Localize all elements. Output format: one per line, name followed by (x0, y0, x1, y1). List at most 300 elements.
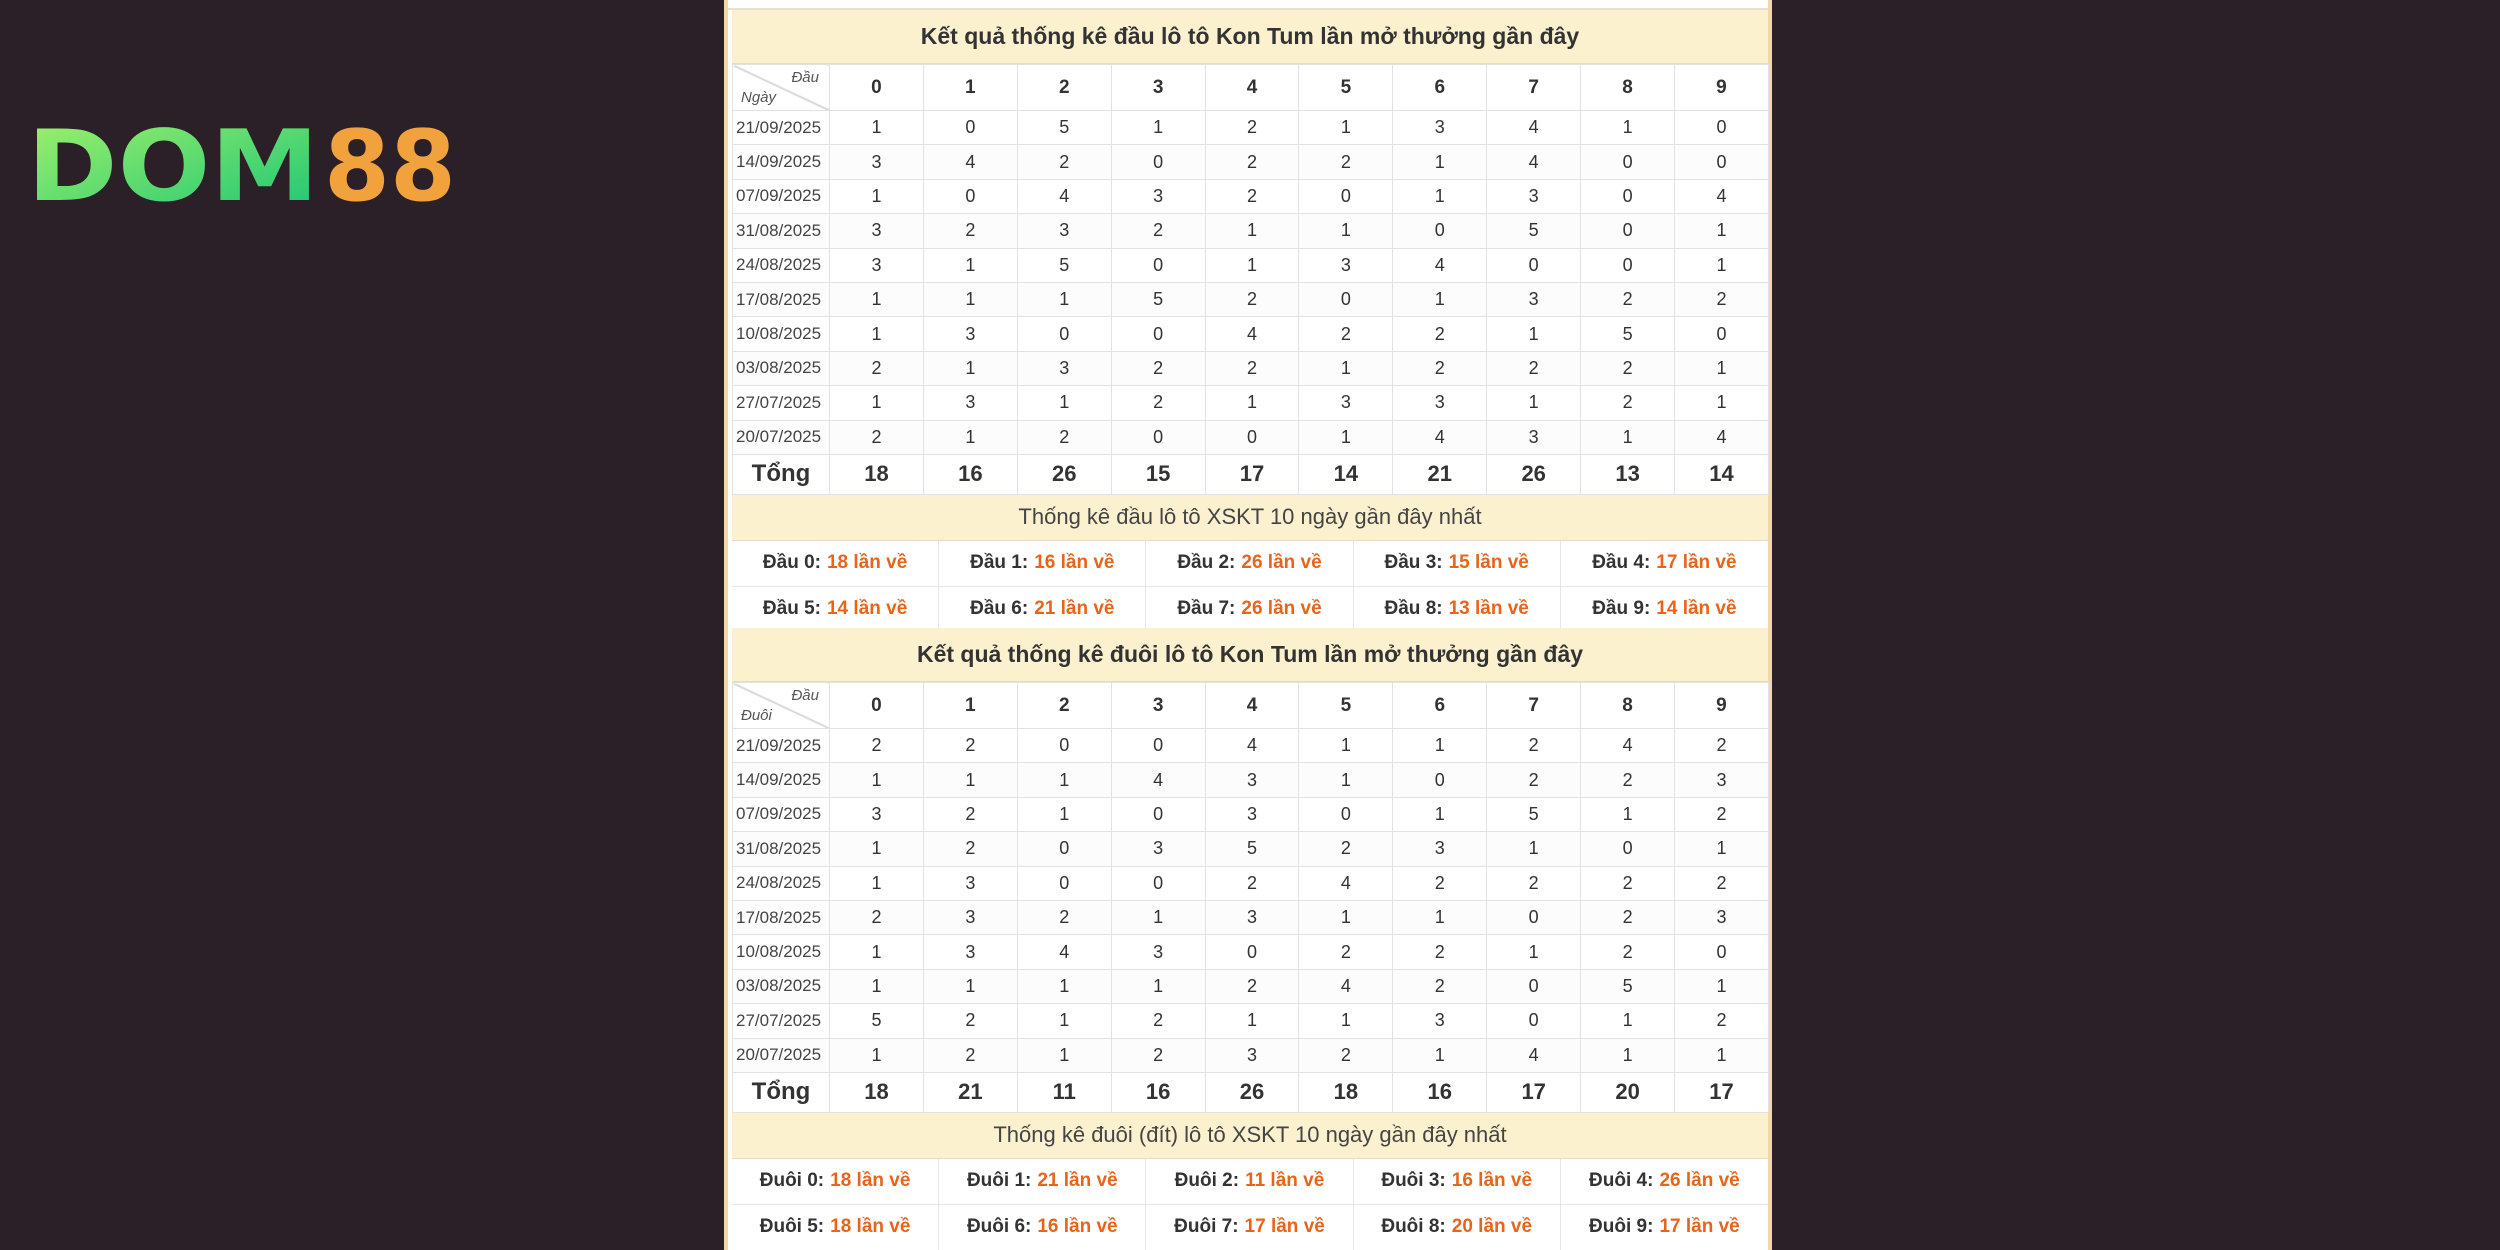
dau-total-cell: 13 (1581, 454, 1675, 494)
dau-column-header: 8 (1581, 65, 1675, 111)
dau-total-label: Tổng (733, 454, 830, 494)
duoi-summary-label: Đuôi 0: (759, 1170, 825, 1192)
duoi-value-cell: 2 (1581, 763, 1675, 797)
dau-value-cell: 0 (1111, 420, 1205, 454)
duoi-value-cell: 5 (1581, 969, 1675, 1003)
duoi-summary-count: 17 lần về (1244, 1216, 1325, 1238)
duoi-table-row (733, 900, 1769, 934)
dau-statistics-block (732, 10, 1768, 633)
duoi-summary-count: 20 lần về (1451, 1216, 1533, 1238)
duoi-column-header: 5 (1299, 683, 1393, 729)
duoi-summary-item (939, 1205, 1146, 1250)
dau-value-cell: 4 (1393, 420, 1487, 454)
dau-summary-label: Đầu 7: (1177, 598, 1236, 620)
duoi-value-cell: 0 (1581, 832, 1675, 866)
duoi-value-cell: 1 (1017, 969, 1111, 1003)
dau-summary-item (1561, 587, 1768, 633)
duoi-value-cell: 2 (1393, 935, 1487, 969)
dau-summary-count: 26 lần về (1241, 552, 1322, 574)
dau-value-cell: 1 (1017, 282, 1111, 316)
dau-total-cell: 14 (1675, 454, 1769, 494)
duoi-value-cell: 2 (830, 900, 924, 934)
dau-date-cell: 07/09/2025 (733, 179, 830, 213)
dau-value-cell: 2 (1111, 351, 1205, 385)
duoi-total-label: Tổng (733, 1072, 830, 1112)
duoi-total-cell: 20 (1581, 1072, 1675, 1112)
dau-value-cell: 3 (1299, 248, 1393, 282)
dau-summary-label: Đầu 3: (1384, 552, 1443, 574)
dau-value-cell: 1 (1205, 214, 1299, 248)
duoi-value-cell: 2 (1111, 1004, 1205, 1038)
dau-summary-item (732, 587, 939, 633)
duoi-table (732, 682, 1769, 1113)
dau-table-title: Kết quả thống kê đầu lô tô Kon Tum lần mở thưởng gần đây (732, 10, 1768, 64)
duoi-summary-item (1354, 1159, 1561, 1205)
dau-value-cell: 3 (923, 317, 1017, 351)
duoi-value-cell: 5 (1205, 832, 1299, 866)
dau-value-cell: 1 (1581, 111, 1675, 145)
dau-value-cell: 2 (1111, 214, 1205, 248)
dau-table-row (733, 214, 1769, 248)
duoi-value-cell: 5 (830, 1004, 924, 1038)
dau-summary-item (1561, 541, 1768, 587)
duoi-table-row (733, 1038, 1769, 1072)
duoi-value-cell: 3 (923, 935, 1017, 969)
duoi-value-cell: 2 (923, 729, 1017, 763)
duoi-summary-label: Đuôi 2: (1174, 1170, 1240, 1192)
panel-top-strip (728, 0, 1768, 10)
duoi-value-cell: 3 (1205, 1038, 1299, 1072)
duoi-value-cell: 5 (1487, 797, 1581, 831)
dau-value-cell: 1 (1487, 317, 1581, 351)
dau-date-cell: 03/08/2025 (733, 351, 830, 385)
duoi-value-cell: 2 (923, 832, 1017, 866)
dau-value-cell: 2 (1299, 317, 1393, 351)
duoi-value-cell: 1 (923, 763, 1017, 797)
duoi-value-cell: 0 (1487, 1004, 1581, 1038)
dau-value-cell: 3 (830, 145, 924, 179)
dau-summary-grid (732, 541, 1768, 633)
dau-total-row (733, 454, 1769, 494)
duoi-summary-label: Đuôi 5: (759, 1216, 825, 1238)
dau-value-cell: 4 (1487, 111, 1581, 145)
dau-value-cell: 2 (1581, 282, 1675, 316)
dau-corner-cell (733, 65, 830, 111)
dau-column-header: 2 (1017, 65, 1111, 111)
duoi-summary-item (939, 1159, 1146, 1205)
dau-table (732, 64, 1769, 495)
duoi-value-cell: 1 (830, 969, 924, 1003)
duoi-summary-grid (732, 1159, 1768, 1250)
duoi-column-header: 3 (1111, 683, 1205, 729)
dau-value-cell: 3 (1017, 351, 1111, 385)
duoi-value-cell: 3 (1675, 900, 1769, 934)
dau-table-row (733, 248, 1769, 282)
dau-body (733, 111, 1769, 455)
duoi-value-cell: 1 (1299, 900, 1393, 934)
dau-value-cell: 3 (923, 386, 1017, 420)
duoi-value-cell: 4 (1299, 866, 1393, 900)
dau-value-cell: 5 (1111, 282, 1205, 316)
duoi-value-cell: 2 (1675, 866, 1769, 900)
duoi-value-cell: 3 (1393, 1004, 1487, 1038)
dau-date-cell: 17/08/2025 (733, 282, 830, 316)
dau-value-cell: 4 (923, 145, 1017, 179)
dau-value-cell: 1 (1393, 179, 1487, 213)
duoi-value-cell: 0 (1017, 729, 1111, 763)
duoi-table-row (733, 935, 1769, 969)
dau-value-cell: 3 (1111, 179, 1205, 213)
dau-value-cell: 0 (923, 179, 1017, 213)
duoi-table-row (733, 832, 1769, 866)
duoi-summary-label: Đuôi 7: (1174, 1216, 1239, 1238)
dau-column-header: 0 (830, 65, 924, 111)
duoi-summary-item (1354, 1205, 1561, 1250)
dau-value-cell: 4 (1393, 248, 1487, 282)
duoi-value-cell: 2 (1299, 935, 1393, 969)
duoi-summary-label: Đuôi 1: (966, 1170, 1032, 1192)
duoi-value-cell: 1 (830, 1038, 924, 1072)
dau-value-cell: 4 (1205, 317, 1299, 351)
duoi-value-cell: 2 (1393, 866, 1487, 900)
dau-value-cell: 3 (1299, 386, 1393, 420)
duoi-summary-item (1561, 1205, 1768, 1250)
duoi-column-header: 1 (923, 683, 1017, 729)
dau-value-cell: 2 (830, 351, 924, 385)
dau-value-cell: 2 (1675, 282, 1769, 316)
dau-value-cell: 1 (1299, 351, 1393, 385)
dau-value-cell: 1 (1393, 282, 1487, 316)
duoi-value-cell: 4 (1111, 763, 1205, 797)
duoi-value-cell: 3 (923, 866, 1017, 900)
duoi-corner-top-label: Đầu (791, 687, 819, 704)
duoi-body (733, 729, 1769, 1073)
dau-value-cell: 3 (1017, 214, 1111, 248)
duoi-corner-cell (733, 683, 830, 729)
dau-value-cell: 2 (1111, 386, 1205, 420)
dau-date-cell: 20/07/2025 (733, 420, 830, 454)
duoi-total-cell: 26 (1205, 1072, 1299, 1112)
dau-summary-count: 13 lần về (1448, 598, 1529, 620)
duoi-date-cell: 20/07/2025 (733, 1038, 830, 1072)
duoi-value-cell: 1 (1675, 1038, 1769, 1072)
dau-column-header: 6 (1393, 65, 1487, 111)
duoi-summary-count: 26 lần về (1659, 1170, 1740, 1192)
duoi-value-cell: 2 (1675, 1004, 1769, 1038)
dau-total-cell: 26 (1017, 454, 1111, 494)
dau-summary-item (1354, 587, 1561, 633)
duoi-value-cell: 4 (1017, 935, 1111, 969)
dau-summary-count: 26 lần về (1241, 598, 1322, 620)
duoi-summary-count: 21 lần về (1037, 1170, 1118, 1192)
dau-header-row (733, 65, 1769, 111)
dau-summary-label: Đầu 9: (1592, 598, 1651, 620)
duoi-summary-label: Đuôi 3: (1381, 1170, 1446, 1192)
dau-value-cell: 1 (830, 386, 924, 420)
dau-date-cell: 14/09/2025 (733, 145, 830, 179)
dau-column-header: 4 (1205, 65, 1299, 111)
dau-value-cell: 1 (1675, 248, 1769, 282)
dau-value-cell: 3 (830, 248, 924, 282)
duoi-value-cell: 4 (1299, 969, 1393, 1003)
dau-value-cell: 0 (1205, 420, 1299, 454)
duoi-value-cell: 4 (1205, 729, 1299, 763)
dau-column-header: 5 (1299, 65, 1393, 111)
duoi-value-cell: 3 (923, 900, 1017, 934)
dau-table-row (733, 386, 1769, 420)
dau-table-row (733, 351, 1769, 385)
dau-value-cell: 0 (1581, 214, 1675, 248)
dau-value-cell: 1 (1111, 111, 1205, 145)
dau-value-cell: 1 (1675, 386, 1769, 420)
dau-summary-label: Đầu 6: (970, 598, 1029, 620)
dau-table-row (733, 420, 1769, 454)
duoi-summary-count: 17 lần về (1659, 1216, 1740, 1238)
dau-value-cell: 1 (1299, 111, 1393, 145)
duoi-value-cell: 1 (1393, 797, 1487, 831)
dau-summary-label: Đầu 1: (970, 552, 1029, 574)
duoi-value-cell: 1 (1581, 1038, 1675, 1072)
duoi-total-cell: 17 (1487, 1072, 1581, 1112)
duoi-value-cell: 3 (1393, 832, 1487, 866)
dau-value-cell: 1 (1393, 145, 1487, 179)
dau-summary-item (1354, 541, 1561, 587)
dau-column-header: 1 (923, 65, 1017, 111)
dau-corner-bottom-label: Ngày (741, 89, 777, 106)
dau-value-cell: 3 (1487, 282, 1581, 316)
dau-summary-label: Đầu 5: (762, 598, 821, 620)
dau-table-row (733, 317, 1769, 351)
duoi-date-cell: 27/07/2025 (733, 1004, 830, 1038)
duoi-date-cell: 31/08/2025 (733, 832, 830, 866)
duoi-value-cell: 0 (1111, 866, 1205, 900)
dau-column-header: 3 (1111, 65, 1205, 111)
dau-table-row (733, 282, 1769, 316)
dau-value-cell: 1 (923, 420, 1017, 454)
dau-value-cell: 1 (1205, 386, 1299, 420)
dau-total-cell: 16 (923, 454, 1017, 494)
dau-value-cell: 2 (1393, 351, 1487, 385)
duoi-column-header: 7 (1487, 683, 1581, 729)
dau-table-row (733, 145, 1769, 179)
dau-value-cell: 2 (1581, 351, 1675, 385)
duoi-table-row (733, 763, 1769, 797)
dau-value-cell: 2 (1017, 145, 1111, 179)
dau-value-cell: 5 (1017, 111, 1111, 145)
duoi-value-cell: 2 (1581, 900, 1675, 934)
dau-summary-label: Đầu 2: (1177, 552, 1236, 574)
duoi-value-cell: 0 (1017, 832, 1111, 866)
dau-value-cell: 1 (923, 351, 1017, 385)
duoi-value-cell: 0 (1393, 763, 1487, 797)
dau-value-cell: 5 (1017, 248, 1111, 282)
duoi-value-cell: 1 (1017, 797, 1111, 831)
dau-value-cell: 0 (1393, 214, 1487, 248)
duoi-table-row (733, 866, 1769, 900)
duoi-date-cell: 17/08/2025 (733, 900, 830, 934)
dau-summary-item (1146, 541, 1353, 587)
duoi-summary-count: 16 lần về (1451, 1170, 1533, 1192)
duoi-value-cell: 3 (1205, 797, 1299, 831)
dau-value-cell: 1 (1299, 420, 1393, 454)
duoi-value-cell: 2 (830, 729, 924, 763)
duoi-summary-label: Đuôi 9: (1589, 1216, 1654, 1238)
duoi-total-cell: 18 (1299, 1072, 1393, 1112)
duoi-value-cell: 3 (1205, 900, 1299, 934)
duoi-total-row (733, 1072, 1769, 1112)
dau-total-cell: 26 (1487, 454, 1581, 494)
dau-table-row (733, 111, 1769, 145)
duoi-date-cell: 21/09/2025 (733, 729, 830, 763)
duoi-value-cell: 0 (1299, 797, 1393, 831)
dau-summary-count: 21 lần về (1034, 598, 1115, 620)
dau-summary-label: Đầu 4: (1592, 552, 1651, 574)
dau-value-cell: 1 (1581, 420, 1675, 454)
dau-total-cell: 18 (830, 454, 924, 494)
dau-summary-count: 14 lần về (1656, 598, 1737, 620)
duoi-value-cell: 3 (830, 797, 924, 831)
dau-value-cell: 1 (1675, 214, 1769, 248)
duoi-value-cell: 0 (1487, 900, 1581, 934)
dau-value-cell: 2 (1017, 420, 1111, 454)
duoi-value-cell: 2 (1581, 935, 1675, 969)
duoi-date-cell: 24/08/2025 (733, 866, 830, 900)
duoi-table-row (733, 729, 1769, 763)
dau-value-cell: 0 (1675, 317, 1769, 351)
duoi-value-cell: 0 (1111, 729, 1205, 763)
dau-value-cell: 3 (1487, 179, 1581, 213)
duoi-value-cell: 2 (1299, 1038, 1393, 1072)
dau-value-cell: 2 (1205, 282, 1299, 316)
dau-corner-top-label: Đầu (791, 69, 819, 86)
duoi-column-header: 6 (1393, 683, 1487, 729)
dau-value-cell: 3 (1393, 386, 1487, 420)
duoi-summary-count: 16 lần về (1037, 1216, 1118, 1238)
dau-total-cell: 17 (1205, 454, 1299, 494)
dau-summary-count: 18 lần về (826, 552, 908, 574)
duoi-value-cell: 1 (830, 763, 924, 797)
duoi-value-cell: 1 (1393, 729, 1487, 763)
duoi-value-cell: 2 (1111, 1038, 1205, 1072)
duoi-column-header: 2 (1017, 683, 1111, 729)
dau-value-cell: 1 (830, 111, 924, 145)
duoi-summary-count: 18 lần về (830, 1170, 911, 1192)
dau-total-cell: 14 (1299, 454, 1393, 494)
duoi-value-cell: 1 (1393, 1038, 1487, 1072)
dau-summary-count: 14 lần về (826, 598, 908, 620)
dau-summary-count: 16 lần về (1034, 552, 1115, 574)
duoi-summary-label: Đuôi 6: (966, 1216, 1032, 1238)
duoi-value-cell: 0 (1205, 935, 1299, 969)
duoi-value-cell: 2 (1487, 729, 1581, 763)
duoi-total-cell: 18 (830, 1072, 924, 1112)
duoi-date-cell: 03/08/2025 (733, 969, 830, 1003)
dau-value-cell: 1 (1487, 386, 1581, 420)
duoi-value-cell: 1 (1017, 763, 1111, 797)
dau-total-cell: 15 (1111, 454, 1205, 494)
dau-value-cell: 1 (923, 248, 1017, 282)
duoi-value-cell: 1 (1017, 1038, 1111, 1072)
duoi-value-cell: 2 (1205, 866, 1299, 900)
dau-value-cell: 0 (1487, 248, 1581, 282)
dau-value-cell: 1 (1299, 214, 1393, 248)
duoi-value-cell: 2 (923, 797, 1017, 831)
dau-value-cell: 2 (923, 214, 1017, 248)
logo-text-88: 88 (324, 122, 456, 208)
dau-summary-item (1146, 587, 1353, 633)
dau-value-cell: 1 (1017, 386, 1111, 420)
duoi-summary-item (732, 1205, 939, 1250)
duoi-summary-count: 11 lần về (1245, 1170, 1325, 1192)
duoi-value-cell: 4 (1581, 729, 1675, 763)
duoi-summary-item (732, 1159, 939, 1205)
duoi-value-cell: 1 (1111, 900, 1205, 934)
dau-value-cell: 0 (1111, 145, 1205, 179)
dau-value-cell: 4 (1487, 145, 1581, 179)
dau-value-cell: 0 (923, 111, 1017, 145)
dau-value-cell: 2 (830, 420, 924, 454)
duoi-total-cell: 16 (1393, 1072, 1487, 1112)
dau-date-cell: 31/08/2025 (733, 214, 830, 248)
duoi-value-cell: 1 (1299, 1004, 1393, 1038)
dau-date-cell: 10/08/2025 (733, 317, 830, 351)
duoi-table-row (733, 969, 1769, 1003)
statistics-panel (724, 0, 1772, 1250)
dau-value-cell: 0 (1111, 248, 1205, 282)
dau-value-cell: 2 (1581, 386, 1675, 420)
dau-value-cell: 2 (1487, 351, 1581, 385)
dau-summary-label: Đầu 0: (762, 552, 821, 574)
dau-value-cell: 5 (1581, 317, 1675, 351)
dau-value-cell: 4 (1675, 420, 1769, 454)
duoi-column-header: 4 (1205, 683, 1299, 729)
dau-value-cell: 3 (1487, 420, 1581, 454)
dau-value-cell: 0 (1581, 248, 1675, 282)
logo-text-dom: DOM (27, 122, 319, 208)
duoi-value-cell: 1 (1581, 1004, 1675, 1038)
dau-value-cell: 0 (1581, 145, 1675, 179)
dau-value-cell: 0 (1017, 317, 1111, 351)
dau-value-cell: 5 (1487, 214, 1581, 248)
dau-value-cell: 1 (923, 282, 1017, 316)
dau-value-cell: 0 (1299, 282, 1393, 316)
dau-value-cell: 0 (1111, 317, 1205, 351)
duoi-table-title: Kết quả thống kê đuôi lô tô Kon Tum lần mở thưởng gần đây (732, 628, 1768, 682)
dau-value-cell: 2 (1205, 351, 1299, 385)
dau-summary-title: Thống kê đầu lô tô XSKT 10 ngày gần đây nhất (732, 495, 1768, 541)
duoi-column-header: 8 (1581, 683, 1675, 729)
dau-summary-item (939, 541, 1146, 587)
duoi-value-cell: 1 (1299, 729, 1393, 763)
duoi-column-header: 9 (1675, 683, 1769, 729)
duoi-value-cell: 1 (1299, 763, 1393, 797)
dau-value-cell: 1 (1205, 248, 1299, 282)
duoi-summary-item (1146, 1159, 1353, 1205)
duoi-summary-count: 18 lần về (830, 1216, 911, 1238)
dau-summary-label: Đầu 8: (1384, 598, 1443, 620)
duoi-date-cell: 10/08/2025 (733, 935, 830, 969)
duoi-corner-bottom-label: Đuôi (741, 707, 772, 724)
dau-summary-count: 15 lần về (1448, 552, 1529, 574)
duoi-column-header: 0 (830, 683, 924, 729)
duoi-value-cell: 0 (1017, 866, 1111, 900)
duoi-value-cell: 1 (1581, 797, 1675, 831)
duoi-value-cell: 1 (1111, 969, 1205, 1003)
dau-value-cell: 4 (1017, 179, 1111, 213)
dau-value-cell: 1 (830, 317, 924, 351)
duoi-total-cell: 16 (1111, 1072, 1205, 1112)
duoi-value-cell: 2 (1675, 797, 1769, 831)
